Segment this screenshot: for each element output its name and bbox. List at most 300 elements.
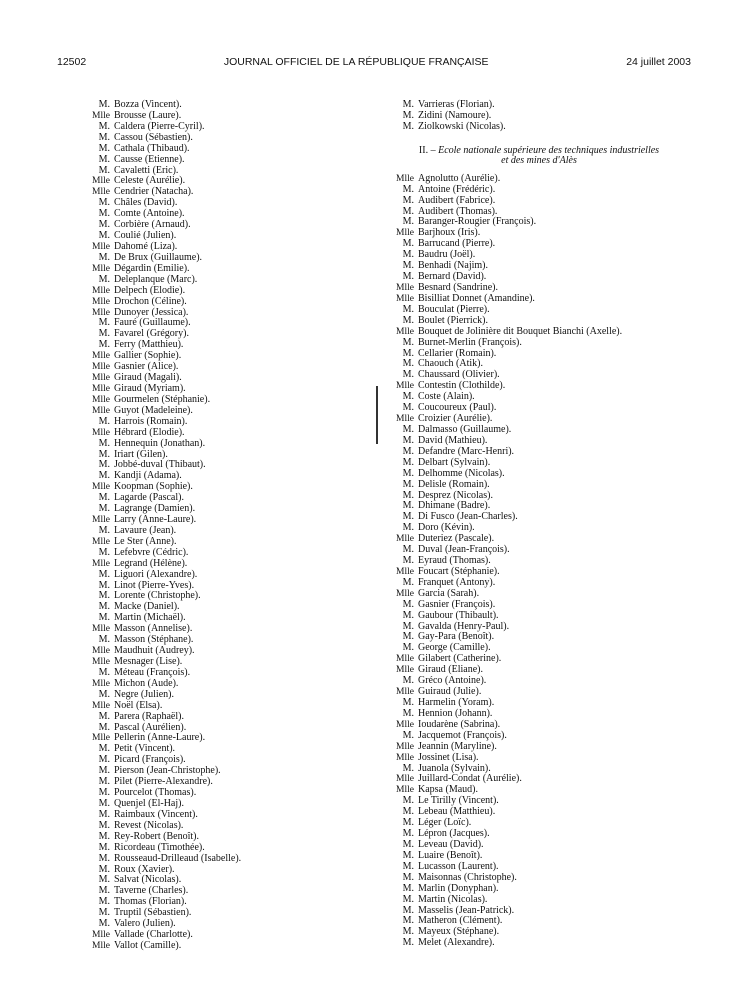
person-name: Harmelin (Yoram). — [418, 697, 495, 709]
person-name: Jossinet (Lisa). — [418, 751, 479, 763]
civility-title: M. — [98, 524, 110, 536]
civility-title: M. — [98, 131, 110, 143]
section-number: II. – — [418, 144, 436, 156]
person-name: Gasnier (Alice). — [114, 361, 179, 373]
person-name: Giraud (Eliane). — [418, 664, 483, 676]
civility-title: Mlle — [92, 558, 110, 569]
person-name: Foucart (Stéphanie). — [418, 565, 500, 577]
person-name: Varrieras (Florian). — [418, 99, 495, 110]
list-item — [384, 938, 694, 949]
list-item — [384, 742, 694, 753]
person-name: Martin (Michaël). — [114, 612, 186, 624]
civility-title: M. — [98, 142, 110, 154]
civility-title: M. — [98, 874, 110, 886]
civility-title: M. — [402, 369, 414, 381]
civility-title: M. — [98, 666, 110, 678]
person-name: Lépron (Jacques). — [418, 828, 490, 840]
person-name: Cavaletti (Eric). — [114, 164, 179, 176]
civility-title: Mlle — [92, 678, 110, 689]
civility-title: M. — [98, 754, 110, 766]
civility-title: M. — [402, 828, 414, 840]
person-name: Lagrange (Damien). — [114, 503, 196, 515]
right-column-list — [384, 174, 694, 949]
person-name: Garcia (Sarah). — [418, 587, 480, 599]
civility-title: M. — [402, 205, 414, 217]
journal-title: JOURNAL OFFICIEL DE LA RÉPUBLIQUE FRANÇAISE — [223, 56, 489, 68]
person-name: Pellerin (Anne-Laure). — [114, 732, 206, 744]
civility-title: M. — [98, 808, 110, 820]
civility-title: M. — [402, 271, 414, 283]
person-name: Chaouch (Atik). — [418, 358, 483, 370]
civility-title: Mlle — [396, 293, 414, 304]
civility-title: Mlle — [396, 381, 414, 392]
person-name: Le Ster (Anne). — [114, 535, 177, 547]
civility-title: M. — [402, 697, 414, 709]
civility-title: M. — [402, 467, 414, 479]
list-item — [384, 611, 694, 622]
person-name: Rey-Robert (Benoît). — [114, 830, 199, 842]
margin-bar — [376, 386, 378, 444]
person-name: Leveau (David). — [418, 839, 484, 850]
person-name: Lorente (Christophe). — [114, 590, 201, 602]
civility-title: Mlle — [92, 110, 110, 121]
civility-title: M. — [402, 871, 414, 883]
civility-title: Mlle — [92, 624, 110, 635]
civility-title: M. — [98, 852, 110, 864]
person-name: Contestin (Clothilde). — [418, 380, 506, 392]
person-name: Gaubour (Thibault). — [418, 609, 499, 621]
civility-title: Mlle — [396, 228, 414, 239]
civility-title: Mlle — [396, 173, 414, 184]
person-name: Melet (Alexandre). — [418, 937, 495, 949]
civility-title: M. — [98, 765, 110, 777]
civility-title: M. — [98, 634, 110, 646]
list-item — [80, 570, 241, 581]
civility-title: Mlle — [396, 326, 414, 337]
person-name: Masson (Annelise). — [114, 623, 193, 635]
civility-title: M. — [98, 798, 110, 809]
person-name: Eyraud (Thomas). — [418, 555, 491, 567]
civility-title: M. — [402, 478, 414, 490]
civility-title: Mlle — [396, 741, 414, 752]
civility-title: Mlle — [92, 176, 110, 187]
person-name: Bisilliat Donnet (Amandine). — [418, 292, 535, 304]
civility-title: Mlle — [92, 394, 110, 405]
person-name: Cassou (Sébastien). — [114, 131, 193, 143]
civility-title: M. — [402, 839, 414, 850]
person-name: Raimbaux (Vincent). — [114, 808, 198, 820]
civility-title: Mlle — [92, 700, 110, 711]
list-item — [384, 185, 694, 196]
civility-title: M. — [402, 109, 414, 121]
person-name: Valero (Julien). — [114, 918, 176, 930]
civility-title: Mlle — [92, 362, 110, 373]
civility-title: M. — [98, 470, 110, 482]
person-name: Juanola (Sylvain). — [418, 762, 491, 774]
civility-title: M. — [98, 197, 110, 209]
civility-title: M. — [402, 631, 414, 643]
person-name: Barjhoux (Iris). — [418, 227, 481, 239]
page-header — [57, 56, 691, 68]
person-name: Zidini (Namoure). — [418, 109, 492, 121]
person-name: Bozza (Vincent). — [114, 99, 182, 110]
person-name: De Brux (Guillaume). — [114, 251, 203, 263]
civility-title: M. — [402, 795, 414, 807]
list-item — [80, 439, 241, 450]
civility-title: Mlle — [396, 588, 414, 599]
person-name: Bernard (David). — [418, 271, 487, 283]
person-name: Lavaure (Jean). — [114, 524, 177, 536]
civility-title: M. — [98, 601, 110, 613]
civility-title: M. — [402, 707, 414, 719]
person-name: Michon (Aude). — [114, 677, 179, 689]
person-name: Cellarier (Romain). — [418, 347, 497, 359]
person-name: Linot (Pierre-Yves). — [114, 579, 195, 591]
person-name: Guyot (Madeleine). — [114, 404, 193, 416]
civility-title: Mlle — [92, 733, 110, 744]
person-name: Maudhuit (Audrey). — [114, 645, 195, 657]
list-item — [384, 469, 694, 480]
person-name: Martin (Nicolas). — [418, 893, 488, 905]
person-name: Coste (Alain). — [418, 391, 475, 403]
person-name: Truptil (Sébastien). — [114, 907, 192, 919]
person-name: Rousseaud-Drilleaud (Isabelle). — [114, 852, 242, 864]
list-item — [384, 480, 694, 491]
civility-title: M. — [402, 729, 414, 741]
person-name: Causse (Etienne). — [114, 153, 185, 165]
person-name: Franquet (Antony). — [418, 576, 496, 588]
person-name: Koopman (Sophie). — [114, 481, 193, 493]
person-name: Favarel (Grégory). — [114, 328, 189, 340]
civility-title: Mlle — [92, 263, 110, 274]
list-item — [80, 941, 241, 952]
person-name: Picard (François). — [114, 754, 186, 766]
person-name: Pascal (Aurélien). — [114, 721, 187, 733]
civility-title: M. — [402, 915, 414, 927]
right-column-list-top — [384, 100, 694, 133]
civility-title: M. — [402, 544, 414, 556]
civility-title: M. — [402, 99, 414, 110]
person-name: Croizier (Aurélie). — [418, 413, 493, 425]
person-name: Audibert (Fabrice). — [418, 194, 496, 206]
civility-title: M. — [98, 339, 110, 351]
civility-title: M. — [402, 882, 414, 894]
person-name: Duteriez (Pascale). — [418, 533, 495, 545]
person-name: Léger (Loïc). — [418, 817, 472, 829]
civility-title: M. — [98, 590, 110, 602]
person-name: Gasnier (François). — [418, 598, 496, 610]
person-name: Maisonnas (Christophe). — [418, 871, 517, 883]
civility-title: M. — [98, 612, 110, 624]
civility-title: M. — [98, 918, 110, 930]
person-name: Burnet-Merlin (François). — [418, 336, 522, 348]
civility-title: M. — [98, 787, 110, 799]
civility-title: Mlle — [396, 414, 414, 425]
civility-title: Mlle — [92, 646, 110, 657]
list-item — [80, 701, 241, 712]
civility-title: Mlle — [396, 665, 414, 676]
person-name: Châles (David). — [114, 197, 178, 209]
person-name: Chaussard (Olivier). — [418, 369, 500, 381]
person-name: Gallier (Sophie). — [114, 350, 182, 362]
civility-title: M. — [402, 904, 414, 916]
civility-title: M. — [98, 743, 110, 755]
person-name: Baranger-Rougier (François). — [418, 216, 537, 228]
civility-title: Mlle — [92, 657, 110, 668]
civility-title: M. — [98, 251, 110, 263]
person-name: Lefebvre (Cédric). — [114, 546, 189, 558]
section-heading — [384, 146, 694, 167]
left-column-list — [80, 100, 241, 952]
person-name: Pierson (Jean-Christophe). — [114, 765, 221, 777]
person-name: Cendrier (Natacha). — [114, 186, 194, 198]
civility-title: M. — [402, 598, 414, 610]
person-name: Ferry (Matthieu). — [114, 339, 184, 351]
person-name: Dunoyer (Jessica). — [114, 306, 189, 318]
person-name: Kandji (Adama). — [114, 470, 182, 482]
person-name: Gilabert (Catherine). — [418, 653, 502, 665]
list-item — [384, 122, 694, 133]
list-item — [80, 712, 241, 723]
civility-title: M. — [402, 391, 414, 403]
civility-title: M. — [402, 423, 414, 435]
civility-title: M. — [98, 99, 110, 110]
person-name: Besnard (Sandrine). — [418, 281, 498, 293]
list-item — [384, 884, 694, 895]
person-name: Di Fusco (Jean-Charles). — [418, 511, 518, 523]
person-name: Giraud (Magali). — [114, 372, 182, 384]
civility-title: M. — [98, 863, 110, 875]
person-name: Iriart (Gilen). — [114, 448, 168, 460]
civility-title: Mlle — [92, 241, 110, 252]
civility-title: M. — [402, 358, 414, 370]
civility-title: M. — [98, 153, 110, 165]
civility-title: M. — [402, 926, 414, 938]
person-name: Delisle (Romain). — [418, 478, 490, 490]
civility-title: M. — [402, 314, 414, 326]
civility-title: Mlle — [92, 405, 110, 416]
civility-title: M. — [98, 328, 110, 340]
civility-title: M. — [98, 230, 110, 242]
civility-title: M. — [402, 817, 414, 829]
civility-title: M. — [402, 522, 414, 534]
list-item — [80, 155, 241, 166]
person-name: Lebeau (Matthieu). — [418, 806, 496, 818]
person-name: Jacquemot (François). — [418, 729, 507, 741]
civility-title: M. — [98, 492, 110, 504]
civility-title: M. — [402, 555, 414, 567]
list-item — [80, 286, 241, 297]
section-title-line1: Ecole nationale supérieure des techniques industrielles — [438, 144, 660, 156]
person-name: David (Mathieu). — [418, 434, 488, 446]
civility-title: M. — [402, 675, 414, 687]
list-item — [384, 196, 694, 207]
person-name: Lagarde (Pascal). — [114, 492, 184, 504]
person-name: Negre (Julien). — [114, 688, 174, 700]
civility-title: M. — [98, 896, 110, 908]
civility-title: Mlle — [396, 774, 414, 785]
civility-title: M. — [402, 249, 414, 261]
person-name: Guiraud (Julie). — [418, 686, 482, 698]
civility-title: M. — [402, 937, 414, 949]
person-name: Luaire (Benoît). — [418, 849, 483, 861]
civility-title: M. — [402, 489, 414, 501]
civility-title: M. — [402, 456, 414, 468]
person-name: Benhadi (Najim). — [418, 260, 488, 272]
civility-title: Mlle — [396, 687, 414, 698]
person-name: Deleplanque (Marc). — [114, 273, 198, 285]
civility-title: M. — [402, 402, 414, 414]
section-title-line2: et des mines d'Alès — [501, 155, 577, 167]
person-name: Ziolkowski (Nicolas). — [418, 120, 506, 132]
civility-title: M. — [98, 819, 110, 831]
civility-title: M. — [98, 415, 110, 427]
person-name: Harrois (Romain). — [114, 415, 188, 427]
civility-title: M. — [402, 445, 414, 457]
civility-title: M. — [402, 620, 414, 632]
person-name: Masson (Stéphane). — [114, 634, 194, 646]
person-name: Giraud (Myriam). — [114, 382, 186, 394]
person-name: Hennion (Johann). — [418, 707, 493, 719]
person-name: Macke (Daniel). — [114, 601, 180, 613]
civility-title: M. — [402, 893, 414, 905]
civility-title: Mlle — [396, 282, 414, 293]
civility-title: Mlle — [92, 515, 110, 526]
civility-title: M. — [98, 710, 110, 722]
civility-title: M. — [98, 568, 110, 580]
civility-title: M. — [98, 219, 110, 231]
person-name: Revest (Nicolas). — [114, 819, 184, 831]
person-name: Mesnager (Lise). — [114, 656, 183, 668]
person-name: Dégardin (Emilie). — [114, 262, 190, 274]
person-name: Liguori (Alexandre). — [114, 568, 198, 580]
list-item — [80, 854, 241, 865]
person-name: Pilet (Pierre-Alexandre). — [114, 776, 213, 788]
person-name: Doro (Kévin). — [418, 522, 475, 534]
civility-title: M. — [98, 503, 110, 515]
civility-title: Mlle — [92, 383, 110, 394]
civility-title: M. — [402, 120, 414, 132]
person-name: Coulié (Julien). — [114, 230, 177, 242]
person-name: Vallot (Camille). — [114, 939, 182, 951]
civility-title: M. — [98, 448, 110, 460]
person-name: Juillard-Condat (Aurélie). — [418, 773, 522, 785]
civility-title: Mlle — [396, 534, 414, 545]
person-name: Duval (Jean-François). — [418, 544, 510, 556]
person-name: Legrand (Hélène). — [114, 557, 188, 569]
person-name: Caldera (Pierre-Cyril). — [114, 120, 205, 132]
civility-title: M. — [402, 511, 414, 523]
civility-title: M. — [402, 762, 414, 774]
civility-title: Mlle — [92, 940, 110, 951]
civility-title: Mlle — [396, 654, 414, 665]
civility-title: M. — [98, 164, 110, 176]
civility-title: M. — [98, 208, 110, 220]
person-name: Méteau (François). — [114, 666, 191, 678]
person-name: Cathala (Thibaud). — [114, 142, 190, 154]
publication-date: 24 juillet 2003 — [626, 56, 691, 68]
person-name: Jobbé-duval (Thibaut). — [114, 459, 206, 471]
civility-title: M. — [402, 183, 414, 195]
person-name: Agnolutto (Aurélie). — [418, 172, 501, 184]
civility-title: Mlle — [92, 536, 110, 547]
civility-title: M. — [98, 120, 110, 132]
person-name: Delbart (Sylvain). — [418, 456, 491, 468]
list-item — [80, 428, 241, 439]
person-name: Noël (Elsa). — [114, 699, 163, 711]
person-name: Kapsa (Maud). — [418, 784, 478, 796]
civility-title: M. — [402, 609, 414, 621]
list-item — [384, 753, 694, 764]
person-name: Barrucand (Pierre). — [418, 238, 496, 250]
person-name: Matheron (Clément). — [418, 915, 503, 927]
right-column — [384, 100, 694, 949]
person-name: Bouculat (Pierre). — [418, 303, 490, 315]
civility-title: M. — [402, 260, 414, 272]
person-name: Boulet (Pierrick). — [418, 314, 488, 326]
person-name: Comte (Antoine). — [114, 208, 185, 220]
person-name: George (Camille). — [418, 642, 491, 654]
list-item — [80, 144, 241, 155]
civility-title: Mlle — [92, 307, 110, 318]
civility-title: Mlle — [396, 785, 414, 796]
person-name: Vallade (Charlotte). — [114, 929, 193, 941]
person-name: Dalmasso (Guillaume). — [418, 423, 512, 435]
person-name: Desprez (Nicolas). — [418, 489, 493, 501]
person-name: Petit (Vincent). — [114, 743, 176, 755]
person-name: Delpech (Elodie). — [114, 284, 186, 296]
list-item — [384, 327, 694, 338]
person-name: Gourmelen (Stéphanie). — [114, 393, 211, 405]
civility-title: M. — [402, 303, 414, 315]
person-name: Dahomé (Liza). — [114, 240, 178, 252]
civility-title: Mlle — [396, 566, 414, 577]
person-name: Jeannin (Maryline). — [418, 740, 497, 752]
civility-title: M. — [402, 194, 414, 206]
person-name: Pourcelot (Thomas). — [114, 787, 197, 799]
civility-title: M. — [98, 907, 110, 919]
civility-title: Mlle — [92, 482, 110, 493]
civility-title: M. — [402, 806, 414, 818]
civility-title: M. — [98, 776, 110, 788]
person-name: Gavalda (Henry-Paul). — [418, 620, 510, 632]
person-name: Le Tirilly (Vincent). — [418, 795, 499, 807]
person-name: Larry (Anne-Laure). — [114, 514, 197, 526]
civility-title: M. — [402, 576, 414, 588]
civility-title: Mlle — [396, 719, 414, 730]
civility-title: M. — [402, 347, 414, 359]
list-item — [384, 600, 694, 611]
civility-title: M. — [402, 216, 414, 228]
civility-title: M. — [402, 849, 414, 861]
person-name: Baudru (Joël). — [418, 249, 476, 261]
person-name: Gréco (Antoine). — [418, 675, 487, 687]
civility-title: M. — [98, 841, 110, 853]
civility-title: M. — [402, 336, 414, 348]
civility-title: Mlle — [92, 187, 110, 198]
civility-title: Mlle — [396, 752, 414, 763]
person-name: Drochon (Céline). — [114, 295, 187, 307]
person-name: Delhomme (Nicolas). — [418, 467, 505, 479]
civility-title: Mlle — [92, 427, 110, 438]
civility-title: M. — [98, 273, 110, 285]
person-name: Roux (Xavier). — [114, 863, 175, 875]
list-item — [384, 338, 694, 349]
civility-title: M. — [98, 459, 110, 471]
civility-title: M. — [98, 317, 110, 329]
person-name: Mayeux (Stéphane). — [418, 926, 500, 938]
person-name: Defandre (Marc-Henri). — [418, 445, 515, 457]
